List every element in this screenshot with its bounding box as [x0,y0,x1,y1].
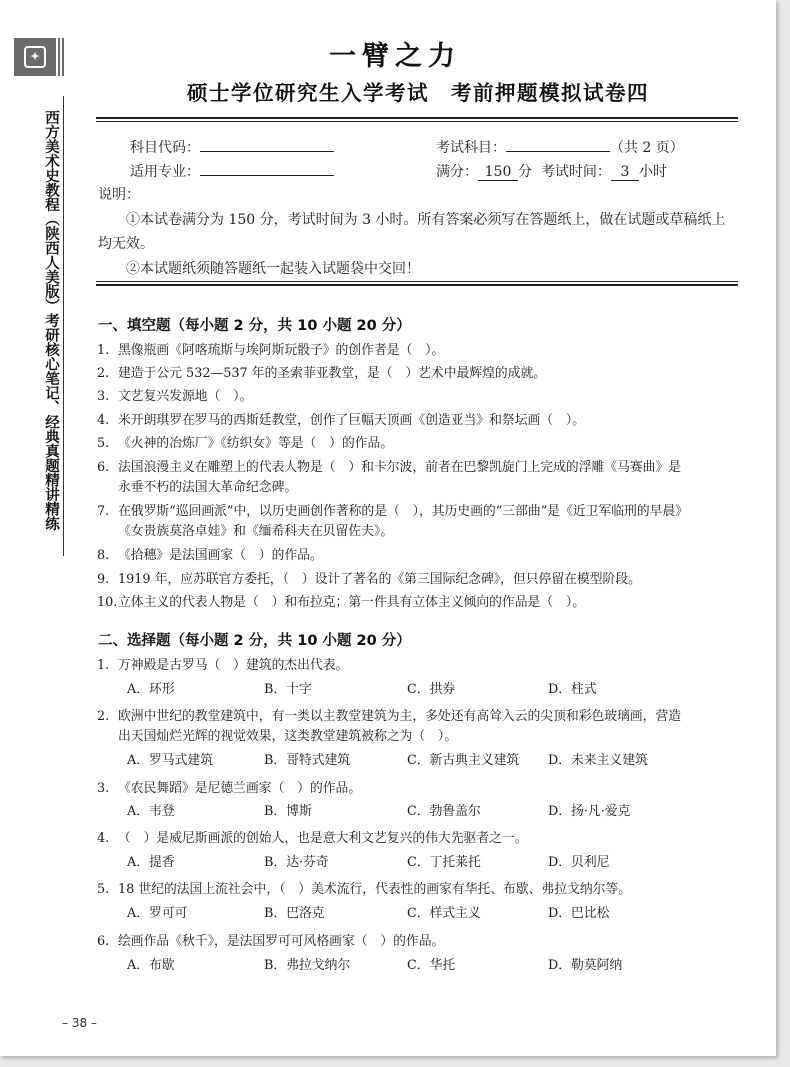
subject-code-label: 科目代码： [130,140,200,156]
question-item: 6. 绘画作品《秋千》，是法国罗可可风格画家（ ）的作品。 [97,934,445,949]
score-time-field [436,161,667,181]
option-d: D．贝利尼 [548,855,610,870]
major-field [130,161,334,181]
option-b: B．十字 [264,682,312,697]
option-b: B．哥特式建筑 [264,753,351,768]
instructions [98,183,738,281]
section-choice-title: 二、选择题（每小题 2 分，共 10 小题 20 分） [98,633,411,649]
pages-note: （共 2 页） [610,140,684,156]
option-row [127,751,747,771]
option-d: D．柱式 [548,682,597,697]
question-item: 8. 《拾穗》是法国画家（ ）的作品。 [97,548,323,563]
option-b: B．巴洛克 [264,906,325,921]
option-a: A．布歇 [127,958,175,973]
page-number: – 38 – [62,1016,97,1030]
time-label: 考试时间： [540,164,611,180]
question-item: 3. 《农民舞蹈》是尼德兰画家（ ）的作品。 [97,781,362,796]
instructions-heading: 说明： [98,187,140,203]
option-row [127,680,747,700]
question-item: 3. 文艺复兴发源地（ ）。 [97,389,253,404]
instruction-1: ①本试卷满分为 150 分，考试时间为 3 小时。所有答案必须写在答题纸上，做在试题或草稿纸上均无效。 [98,211,726,252]
option-row [127,802,747,822]
option-d: D．勒莫阿纳 [548,958,623,973]
question-item: 1. 黑像瓶画《阿喀琉斯与埃阿斯玩骰子》的创作者是（ ）。 [97,343,445,358]
question-item: 2. 欧洲中世纪的教堂建筑中，有一类以主教堂建筑为主，多处还有高耸入云的尖顶和彩色玻璃画，营造 出天国灿烂光辉的视觉效果，这类教堂建筑被称之为（ ）。 [97,709,682,744]
question-item: 2. 建造于公元 532—537 年的圣索菲亚教堂，是（ ）艺术中最辉煌的成就。 [97,366,547,381]
subject-label: 考试科目： [436,140,506,156]
option-d: D．未来主义建筑 [548,753,648,768]
score-value: 150 [478,165,518,181]
question-item: 5. 《火神的冶炼厂》《纺织女》等是（ ）的作品。 [97,436,394,451]
option-c: C．新古典主义建筑 [407,753,520,768]
major-blank [200,161,334,176]
exam-title: 硕士学位研究生入学考试 考前押题模拟试卷四 [187,81,649,105]
option-row [127,956,747,976]
option-row [127,904,747,924]
question-item: 10.立体主义的代表人物是（ ）和布拉克；第一件具有立体主义倾向的作品是（ ）。 [97,595,586,610]
instruction-2: ②本试题纸须随答题纸一起装入试题袋中交回！ [126,260,420,277]
bottom-rule-thin [96,281,738,282]
option-a: A．环形 [127,682,175,697]
option-c: C．丁托莱托 [407,855,481,870]
option-b: B．弗拉戈纳尔 [264,958,351,973]
major-label: 适用专业： [130,164,200,180]
option-a: A．罗马式建筑 [127,753,214,768]
top-rule-thin [96,121,738,122]
subject-blank [506,137,610,152]
score-label: 满分： [436,164,478,180]
option-d: D．巴比松 [548,906,610,921]
option-a: A．提香 [127,855,175,870]
option-b: B．博斯 [264,804,312,819]
spine-divider [63,96,64,556]
question-item: 4. 米开朗琪罗在罗马的西斯廷教堂，创作了巨幅天顶画《创造亚当》和祭坛画（ ）。 [97,413,586,428]
time-value: 3 [611,165,639,181]
bottom-rule [96,284,738,286]
option-a: A．罗可可 [127,906,188,921]
question-item: 1. 万神殿是古罗马（ ）建筑的杰出代表。 [97,658,349,673]
brand-title: 一臂之力 [329,41,461,72]
brand-logo-icon: ✦ [24,46,46,68]
question-item: 7. 在俄罗斯“巡回画派”中，以历史画创作著称的是（ ），其历史画的“三部曲”是《近卫军临刑的早晨》 《女贵族莫洛卓娃》和《缅希科夫在贝留佐夫》。 [97,504,689,539]
option-c: C．拱券 [407,682,456,697]
time-unit: 小时 [638,164,667,180]
option-row [127,853,747,873]
option-a: A．韦登 [127,804,175,819]
subject-field [436,137,684,157]
option-c: C．勃鲁盖尔 [407,804,481,819]
top-rule [96,117,738,119]
question-item: 9. 1919 年，应苏联官方委托，（ ）设计了著名的《第三国际纪念碑》，但只停留在模型阶段。 [97,572,641,587]
question-item: 4. （ ）是威尼斯画派的创始人，也是意大利文艺复兴的伟大先驱者之一。 [97,831,528,846]
spine-book-title: 西方美术史教程（陕西人美版）考研核心笔记、经典真题精讲精练 [43,110,59,531]
option-b: B．达·芬奇 [264,855,329,870]
question-item: 5. 18 世纪的法国上流社会中，（ ）美术流行，代表性的画家有华托、布歇、弗拉戈纳尔等。 [97,882,632,897]
subject-code-blank [200,137,334,152]
score-unit: 分 [518,164,532,180]
question-item: 6. 法国浪漫主义在雕塑上的代表人物是（ ）和卡尔波，前者在巴黎凯旋门上完成的浮雕《马赛曲》是 永垂不朽的法国大革命纪念碑。 [97,460,682,495]
section-fill-in-title: 一、填空题（每小题 2 分，共 10 小题 20 分） [98,318,411,334]
option-c: C．华托 [407,958,456,973]
option-c: C．样式主义 [407,906,481,921]
subject-code-field [130,137,334,157]
option-d: D．扬·凡·爱克 [548,804,631,819]
